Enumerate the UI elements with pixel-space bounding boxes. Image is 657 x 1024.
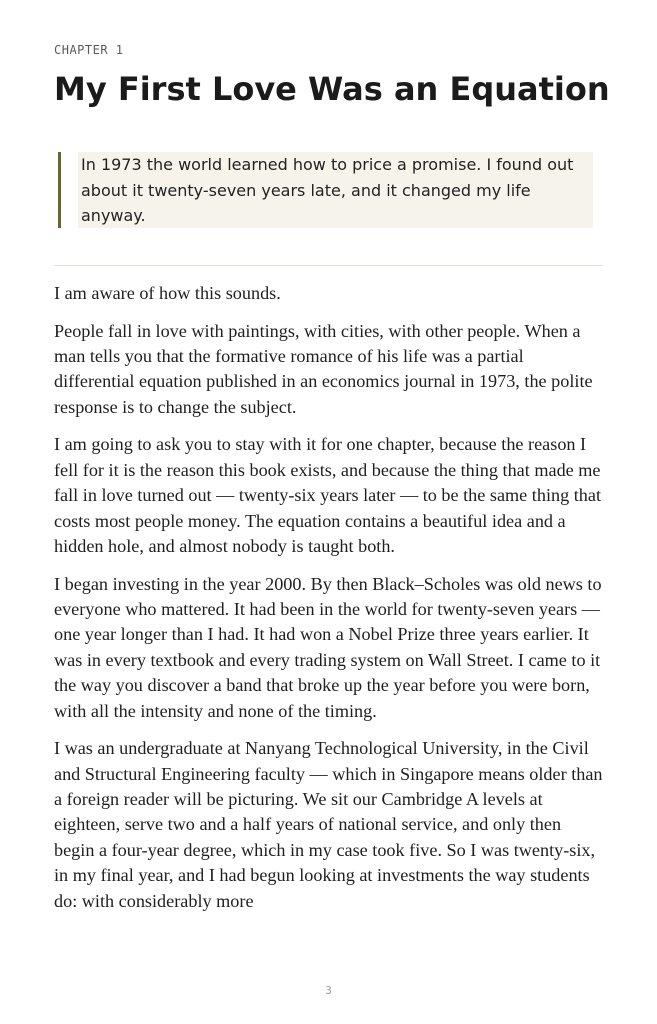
body-paragraph-3: I am going to ask you to stay with it for one chapter, because the reason I fell for it is the reason this book exists, and because the thing that made me fall in love turned out — twenty-six years later — to be the same thing that costs most people money. The equation contains a beautiful idea and a hidden hole, and almost nobody is taught both. — [54, 434, 602, 557]
body-paragraph-2: People fall in love with paintings, with cities, with other people. When a man tells you that the formative romance of his life was a partial differential equation published in an economics journal in 1973, the polite response is to change the subject. — [54, 320, 593, 417]
section-divider — [54, 265, 603, 266]
body-paragraph-1: I am aware of how this sounds. — [54, 283, 281, 303]
page-number: 3 — [325, 984, 332, 997]
epigraph-rule — [58, 152, 61, 228]
epigraph-block — [58, 152, 593, 228]
epigraph-text: In 1973 the world learned how to price a promise. I found out about it twenty-seven years late, and it changed my life anyway. — [78, 152, 593, 228]
chapter-body — [54, 281, 603, 926]
chapter-title: My First Love Was an Equation — [54, 70, 610, 108]
body-paragraph-5: I was an undergraduate at Nanyang Technological University, in the Civil and Structural Engineering faculty — which in Singapore means older than a foreign reader will be picturing. We sit our Cambridge A levels at eighteen, serve two and a half years of national service, and only then begin a four-year degree, which in my case took five. So I was twenty-six, in my final year, and I had begun looking at investments the way students do: with considerably more — [54, 738, 603, 911]
chapter-label: CHAPTER 1 — [54, 43, 124, 57]
body-paragraph-4: I began investing in the year 2000. By then Black–Scholes was old news to everyone who mattered. It had been in the world for twenty-seven years — one year longer than I had. It had won a Nobel Prize three years earlier. It was in every textbook and every trading system on Wall Street. I came to it the way you discover a band that broke up the year before you were born, with all the intensity and none of the timing. — [54, 573, 602, 721]
